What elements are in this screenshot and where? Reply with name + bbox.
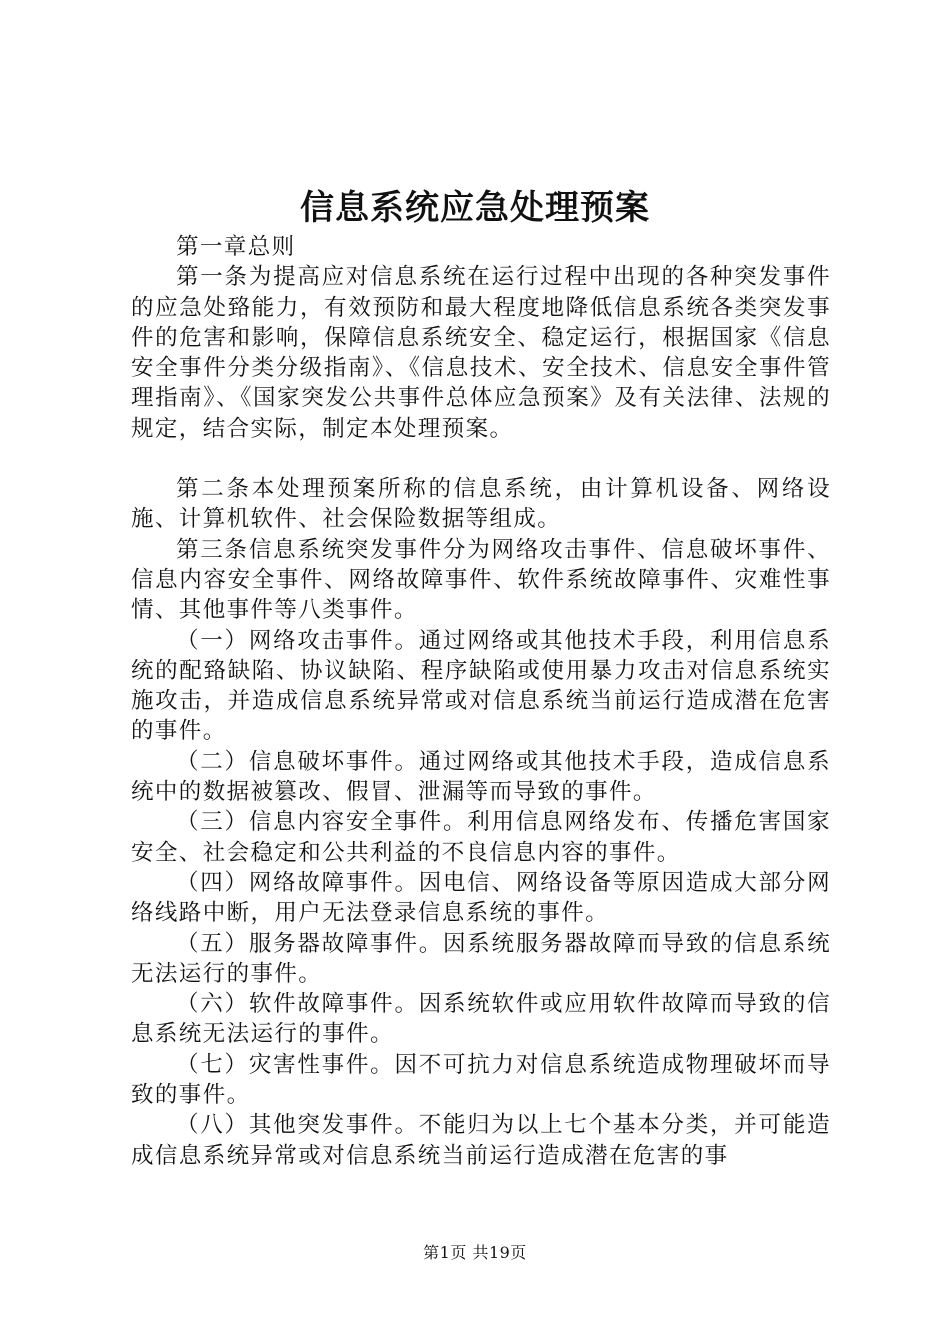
document-body <box>131 232 831 1171</box>
category-item-8: （八）其他突发事件。不能归为以上七个基本分类，并可能造成信息系统异常或对信息系统当前运行造成潜在危害的事 <box>131 1112 831 1169</box>
category-item-5: （五）服务器故障事件。因系统服务器故障而导致的信息系统无法运行的事件。 <box>131 930 831 987</box>
category-item-7: （七）灾害性事件。因不可抗力对信息系统造成物理破坏而导致的事件。 <box>131 1051 831 1109</box>
category-item-6: （六）软件故障事件。因系统软件或应用软件故障而导致的信息系统无法运行的事件。 <box>131 991 831 1048</box>
document-title: 信息系统应急处理预案 <box>300 188 650 228</box>
page-indicator: 第1页 共19页 <box>423 1243 527 1262</box>
article-1-paragraph: 第一条为提高应对信息系统在运行过程中出现的各种突发事件的应急处臵能力，有效预防和最大程度地降低信息系统各类突发事件的危害和影响，保障信息系统安全、稳定运行，根据国家《信息安全事件分类分级指南》、《信息技术、安全技术、信息安全事件管理指南》、《国家突发公共事件总体应急预案》及有关法律、法规的规定，结合实际，制定本处理预案。 <box>131 264 831 442</box>
category-item-1: （一）网络攻击事件。通过网络或其他技术手段，利用信息系统的配臵缺陷、协议缺陷、程序缺陷或使用暴力攻击对信息系统实施攻击，并造成信息系统异常或对信息系统当前运行造成潜在危害的事件。 <box>131 627 831 745</box>
page-footer <box>0 1242 950 1264</box>
chapter-heading: 第一章总则 <box>176 234 296 260</box>
category-item-4: （四）网络故障事件。因电信、网络设备等原因造成大部分网络线路中断，用户无法登录信息系统的事件。 <box>131 869 831 927</box>
category-item-3: （三）信息内容安全事件。利用信息网络发布、传播危害国家安全、社会稳定和公共利益的不良信息内容的事件。 <box>131 809 831 866</box>
article-3-paragraph: 第三条信息系统突发事件分为网络攻击事件、信息破坏事件、信息内容安全事件、网络故障事件、软件系统故障事件、灾难性事情、其他事件等八类事件。 <box>131 536 831 624</box>
article-2-paragraph: 第二条本处理预案所称的信息系统，由计算机设备、网络设施、计算机软件、社会保险数据等组成。 <box>131 476 831 533</box>
category-item-2: （二）信息破坏事件。通过网络或其他技术手段，造成信息系统中的数据被篡改、假冒、泄漏等而导致的事件。 <box>131 748 831 806</box>
